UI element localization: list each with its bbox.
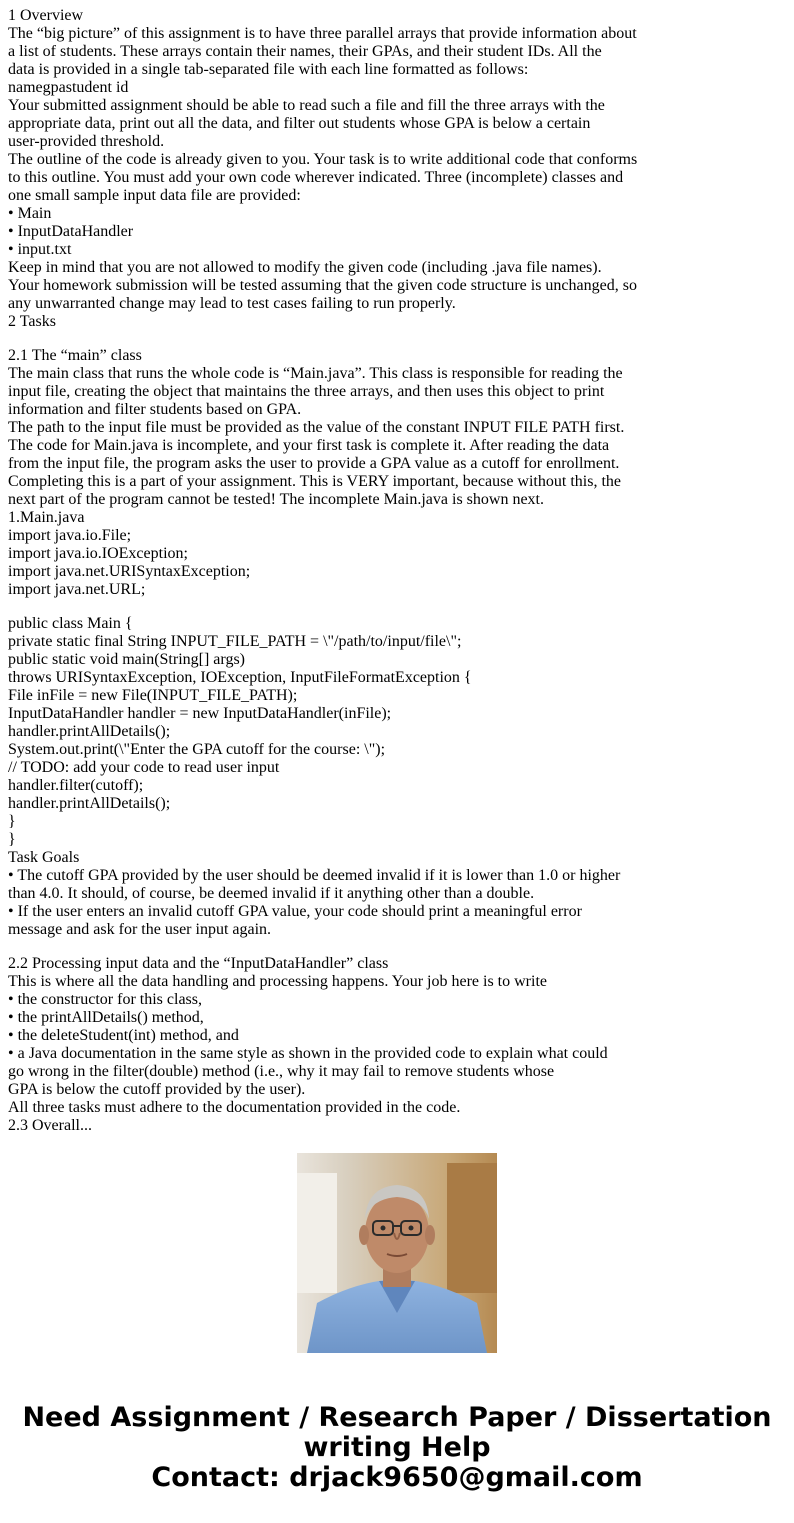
promo-contact: Contact: drjack9650@gmail.com [151, 1462, 643, 1493]
document-line: next part of the program cannot be tested! The incomplete Main.java is shown next. [8, 491, 544, 508]
document-line: Your submitted assignment should be able to read such a file and fill the three arrays with the [8, 97, 605, 114]
document-line: System.out.print(\"Enter the GPA cutoff for the course: \"); [8, 741, 386, 758]
document-line: The outline of the code is already given to you. Your task is to write additional code that conforms [8, 151, 638, 168]
document-line: • the deleteStudent(int) method, and [8, 1027, 239, 1044]
document-line: } [8, 831, 16, 848]
document-line: The code for Main.java is incomplete, and your first task is complete it. After reading the data [8, 437, 610, 454]
document-line: handler.filter(cutoff); [8, 777, 144, 794]
author-photo [297, 1153, 497, 1353]
document-line: • The cutoff GPA provided by the user should be deemed invalid if it is lower than 1.0 or higher [8, 867, 621, 884]
document-line: input file, creating the object that maintains the three arrays, and then uses this object to print [8, 383, 605, 400]
document-line: The main class that runs the whole code is “Main.java”. This class is responsible for reading the [8, 365, 623, 382]
document-line: message and ask for the user input again. [8, 921, 272, 938]
document-line: 2 Tasks [8, 313, 56, 330]
document-line: } [8, 813, 16, 830]
document-line: 1 Overview [8, 7, 84, 24]
document-line: one small sample input data file are provided: [8, 187, 301, 204]
document-line: 2.2 Processing input data and the “InputDataHandler” class [8, 955, 389, 972]
document-line [8, 599, 788, 615]
document-line: information and filter students based on GPA. [8, 401, 302, 418]
document-line: data is provided in a single tab-separated file with each line formatted as follows: [8, 61, 529, 78]
document-line: from the input file, the program asks the user to provide a GPA value as a cutoff for enrollment. [8, 455, 620, 472]
document-body [8, 7, 788, 1134]
document-line: File inFile = new File(INPUT_FILE_PATH); [8, 687, 298, 704]
document-line: appropriate data, print out all the data, and filter out students whose GPA is below a certain [8, 115, 591, 132]
document-line: 2.1 The “main” class [8, 347, 142, 364]
document-line: The path to the input file must be provided as the value of the constant INPUT FILE PATH first. [8, 419, 625, 436]
promo-line-2: writing Help [303, 1432, 491, 1463]
document-line: handler.printAllDetails(); [8, 795, 171, 812]
author-avatar [297, 1153, 497, 1353]
promo-banner [0, 1403, 794, 1493]
document-line: All three tasks must adhere to the documentation provided in the code. [8, 1099, 461, 1116]
document-line: • InputDataHandler [8, 223, 134, 240]
document-line: • If the user enters an invalid cutoff GPA value, your code should print a meaningful error [8, 903, 582, 920]
document-line: public class Main { [8, 615, 133, 632]
document-line: InputDataHandler handler = new InputDataHandler(inFile); [8, 705, 392, 722]
document-line: Your homework submission will be tested assuming that the given code structure is unchanged, so [8, 277, 637, 294]
document-line: 2.3 Overall... [8, 1117, 92, 1134]
document-line: Keep in mind that you are not allowed to modify the given code (including .java file names). [8, 259, 602, 276]
document-line: • the printAllDetails() method, [8, 1009, 204, 1026]
document-line: than 4.0. It should, of course, be deemed invalid if it anything other than a double. [8, 885, 535, 902]
document-line: handler.printAllDetails(); [8, 723, 171, 740]
document-line: Completing this is a part of your assignment. This is VERY important, because without this, the [8, 473, 621, 490]
document-line: import java.io.File; [8, 527, 132, 544]
document-line: namegpastudent id [8, 79, 129, 96]
document-line: • input.txt [8, 241, 72, 258]
document-line: import java.net.URISyntaxException; [8, 563, 251, 580]
document-line: import java.io.IOException; [8, 545, 188, 562]
document-line: to this outline. You must add your own code wherever indicated. Three (incomplete) classes and [8, 169, 624, 186]
document-line: 1.Main.java [8, 509, 85, 526]
document-line: // TODO: add your code to read user input [8, 759, 280, 776]
document-line: The “big picture” of this assignment is to have three parallel arrays that provide information about [8, 25, 637, 42]
document-line: throws URISyntaxException, IOException, InputFileFormatException { [8, 669, 472, 686]
document-line [8, 331, 788, 347]
document-line: • a Java documentation in the same style as shown in the provided code to explain what could [8, 1045, 608, 1062]
document-line: go wrong in the filter(double) method (i.e., why it may fail to remove students whose [8, 1063, 555, 1080]
document-line: GPA is below the cutoff provided by the user). [8, 1081, 306, 1098]
document-line: • Main [8, 205, 52, 222]
document-line: public static void main(String[] args) [8, 651, 245, 668]
document-line: Task Goals [8, 849, 80, 866]
document-line: any unwarranted change may lead to test cases failing to run properly. [8, 295, 456, 312]
document-line [8, 939, 788, 955]
document-line: user-provided threshold. [8, 133, 165, 150]
document-line: import java.net.URL; [8, 581, 146, 598]
document-line: This is where all the data handling and processing happens. Your job here is to write [8, 973, 547, 990]
promo-line-1: Need Assignment / Research Paper / Dissertation [22, 1402, 772, 1433]
document-line: a list of students. These arrays contain their names, their GPAs, and their student IDs. All the [8, 43, 602, 60]
document-line: • the constructor for this class, [8, 991, 202, 1008]
document-line: private static final String INPUT_FILE_PATH = \"/path/to/input/file\"; [8, 633, 462, 650]
